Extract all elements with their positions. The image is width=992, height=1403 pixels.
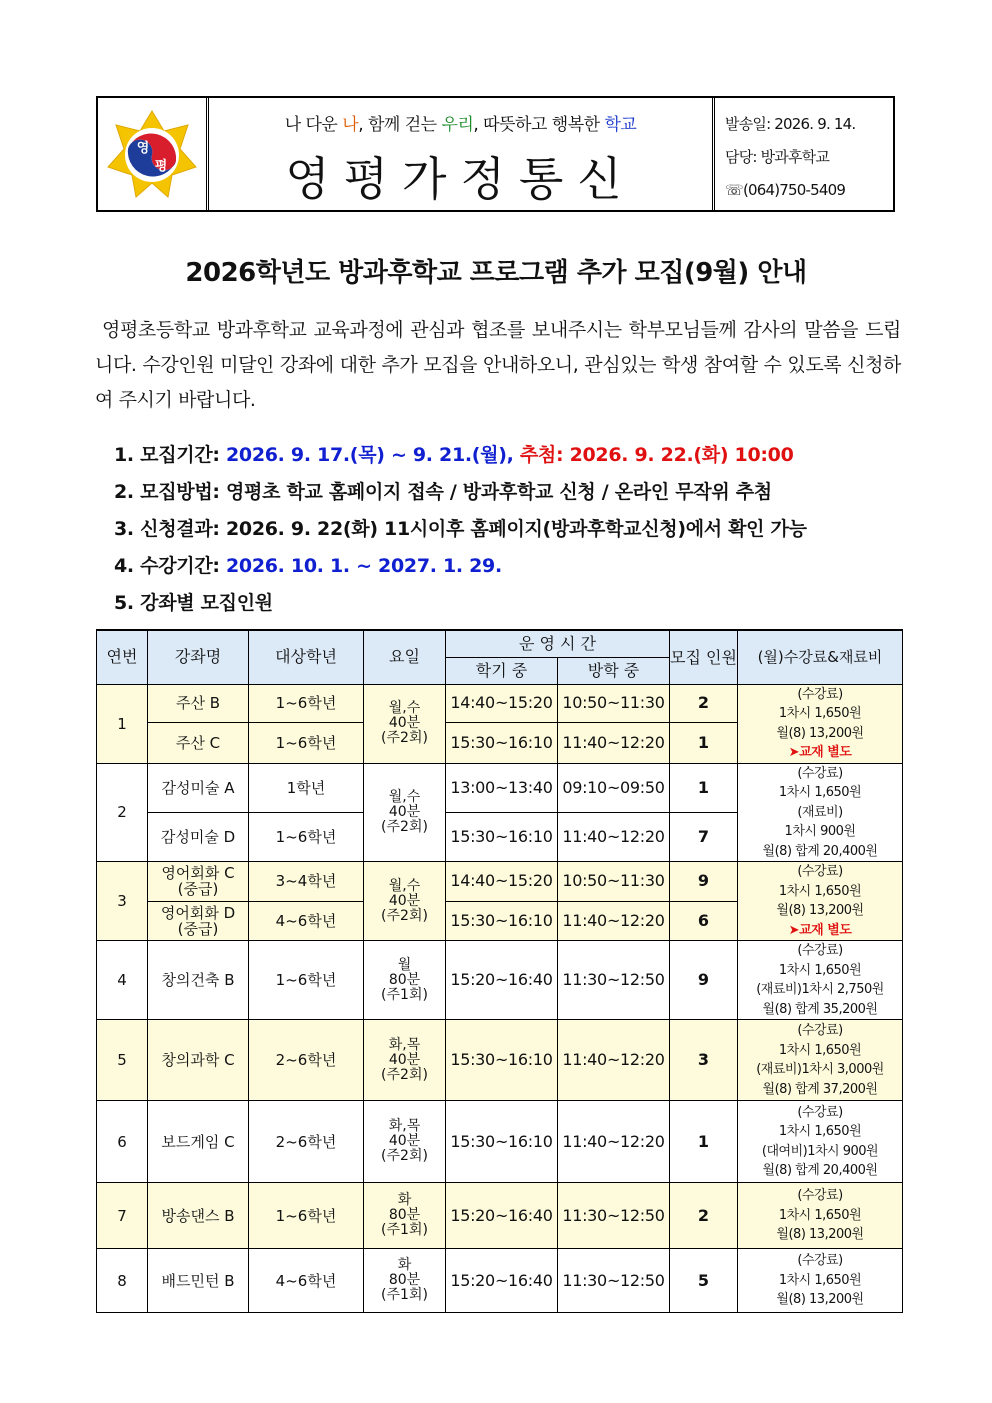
class-day-line: (주2회) <box>381 1148 428 1164</box>
header-course: 강좌명 <box>148 630 249 684</box>
course-table <box>96 629 903 1313</box>
course-name-line: 주산 B <box>175 694 221 713</box>
course-name <box>148 862 249 902</box>
phone-number: ☏(064)750-5409 <box>725 181 846 199</box>
target-grade: 1~6학년 <box>249 723 364 763</box>
school-logo-cell <box>98 98 209 210</box>
semester-time: 15:30~16:10 <box>446 1101 558 1183</box>
course-name-line: 보드게임 C <box>161 1132 235 1151</box>
target-grade: 1~6학년 <box>249 941 364 1020</box>
recruit-count: 9 <box>670 941 738 1020</box>
semester-time: 15:30~16:10 <box>446 813 558 862</box>
info-item-method: 2. 모집방법: 영평초 학교 홈페이지 접속 / 방과후학교 신청 / 온라인 무작위 추첨 <box>114 481 772 503</box>
fee-line: 1차시 900원 <box>784 824 856 839</box>
header-day: 요일 <box>364 630 446 684</box>
course-name <box>148 813 249 862</box>
class-day <box>364 1101 446 1183</box>
class-day <box>364 763 446 862</box>
class-day <box>364 862 446 941</box>
document-title: 2026학년도 방과후학교 프로그램 추가 모집(9월) 안내 <box>185 258 807 288</box>
semester-time: 15:30~16:10 <box>446 723 558 763</box>
fee-line: 월(8) 13,200원 <box>776 903 864 918</box>
class-day-line: 40분 <box>388 803 421 820</box>
table-row <box>97 862 903 902</box>
info-item-period <box>114 437 904 474</box>
semester-time: 13:00~13:40 <box>446 763 558 813</box>
fee-line: 월(8) 13,200원 <box>776 725 864 741</box>
recruit-count: 6 <box>670 901 738 941</box>
info-item-capacity: 5. 강좌별 모집인원 <box>114 592 273 614</box>
target-grade: 2~6학년 <box>249 1101 364 1183</box>
course-name-line: 영어회화 C <box>161 864 235 883</box>
motto-part: , 따뜻하고 행복한 <box>473 115 605 135</box>
motto-part: 나 다운 <box>284 115 343 135</box>
recruit-count: 5 <box>670 1249 738 1313</box>
semester-time: 15:20~16:40 <box>446 1249 558 1313</box>
semester-time: 15:30~16:10 <box>446 1020 558 1101</box>
course-name <box>148 1183 249 1249</box>
fee-info <box>738 1020 903 1101</box>
class-day-line: (주2회) <box>381 907 428 924</box>
lottery-date: 추첨: 2026. 9. 22.(화) 10:00 <box>519 444 794 466</box>
header-no: 연번 <box>97 630 148 684</box>
intro-paragraph <box>95 313 901 418</box>
course-period: 2026. 10. 1. ~ 2027. 1. 29. <box>225 555 502 577</box>
semester-time: 15:30~16:10 <box>446 901 558 941</box>
fee-line: (재료비)1차시 3,000원 <box>756 1062 884 1077</box>
course-name-line: (중급) <box>177 880 219 899</box>
class-day-line: (주2회) <box>381 818 428 835</box>
fee-line: (수강료) <box>797 686 843 702</box>
table-row <box>97 1183 903 1249</box>
textbook-note: ➤교재 별도 <box>788 922 852 938</box>
course-name-line: 감성미술 A <box>161 778 235 797</box>
target-grade: 1학년 <box>249 763 364 813</box>
contact-person: 담당: 방과후학교 <box>725 148 830 166</box>
fee-info <box>738 1249 903 1313</box>
target-grade: 2~6학년 <box>249 1020 364 1101</box>
table-row <box>97 941 903 1020</box>
class-day-line: (주2회) <box>381 1066 428 1083</box>
class-day-line: (주1회) <box>381 1287 428 1303</box>
course-name <box>148 723 249 763</box>
motto-highlight-me: 나 <box>342 115 359 135</box>
class-day-line: (주1회) <box>381 1222 428 1238</box>
fee-line: 월(8) 합계 37,200원 <box>762 1081 878 1097</box>
vacation-time: 11:40~12:20 <box>558 1101 670 1183</box>
fee-line: 1차시 1,650원 <box>778 1272 862 1288</box>
semester-time: 14:40~15:20 <box>446 684 558 723</box>
fee-line: 1차시 1,650원 <box>778 1042 862 1058</box>
sent-date: 발송일: 2026. 9. 14. <box>725 115 856 133</box>
fee-line: 월(8) 13,200원 <box>776 1292 864 1308</box>
fee-info <box>738 684 903 763</box>
class-day-line: 40분 <box>388 892 421 909</box>
fee-info <box>738 941 903 1020</box>
class-day-line: 화,목 <box>388 1118 421 1134</box>
recruit-period: 2026. 9. 17.(목) ~ 9. 21.(월), <box>225 444 520 466</box>
row-number: 6 <box>97 1101 148 1183</box>
table-row <box>97 684 903 723</box>
recruit-count: 1 <box>670 1101 738 1183</box>
target-grade: 1~6학년 <box>249 1183 364 1249</box>
semester-time: 15:20~16:40 <box>446 1183 558 1249</box>
row-number: 8 <box>97 1249 148 1313</box>
class-day-line: (주2회) <box>381 730 428 746</box>
table-row <box>97 1101 903 1183</box>
class-day <box>364 1020 446 1101</box>
row-number: 5 <box>97 1020 148 1101</box>
class-day-line: 월,수 <box>388 700 421 716</box>
class-day-line: 월 <box>397 956 412 973</box>
fee-info <box>738 763 903 862</box>
fee-line: (재료비) <box>797 804 843 820</box>
fee-line: (수강료) <box>797 765 843 781</box>
course-name <box>148 684 249 723</box>
fee-line: 월(8) 합계 20,400원 <box>762 1163 878 1178</box>
recruit-count: 2 <box>670 684 738 723</box>
info-list <box>114 437 904 622</box>
fee-info <box>738 862 903 941</box>
newsletter-title-cell <box>209 98 715 210</box>
class-day-line: 월,수 <box>388 788 421 805</box>
info-item-result: 3. 신청결과: 2026. 9. 22(화) 11시이후 홈페이지(방과후학교신청)에서 확인 가능 <box>114 518 807 540</box>
motto-highlight-us: 우리 <box>441 115 474 135</box>
course-name <box>148 1101 249 1183</box>
class-day-line: 40분 <box>388 715 421 731</box>
fee-line: 1차시 1,650원 <box>778 883 862 899</box>
row-number: 3 <box>97 862 148 941</box>
class-day <box>364 941 446 1020</box>
course-name-line: 방송댄스 B <box>161 1206 235 1225</box>
class-day <box>364 1183 446 1249</box>
vacation-time: 11:30~12:50 <box>558 941 670 1020</box>
fee-line: 월(8) 합계 35,200원 <box>762 1001 878 1017</box>
course-name <box>148 941 249 1020</box>
fee-line: (수강료) <box>797 1253 843 1269</box>
target-grade: 4~6학년 <box>249 901 364 941</box>
fee-line: 1차시 1,650원 <box>778 1124 862 1139</box>
textbook-note: ➤교재 별도 <box>788 745 852 760</box>
fee-line: 월(8) 13,200원 <box>776 1227 864 1243</box>
class-day-line: 화 <box>397 1192 412 1208</box>
info-item-course-period <box>114 548 904 585</box>
target-grade: 1~6학년 <box>249 684 364 723</box>
recruit-count: 3 <box>670 1020 738 1101</box>
course-name-line: 주산 C <box>175 733 221 752</box>
target-grade: 4~6학년 <box>249 1249 364 1313</box>
class-day-line: 화 <box>397 1257 412 1273</box>
fee-line: (수강료) <box>797 1104 843 1120</box>
table-row <box>97 763 903 813</box>
fee-line: 1차시 1,650원 <box>778 785 862 800</box>
course-name-line: 영어회화 D <box>160 903 236 922</box>
vacation-time: 09:10~09:50 <box>558 763 670 813</box>
school-motto <box>209 110 712 135</box>
class-day-line: 40분 <box>388 1051 421 1068</box>
vacation-time: 11:40~12:20 <box>558 813 670 862</box>
fee-line: (수강료) <box>797 1023 843 1038</box>
newsletter-info <box>715 98 893 210</box>
fee-line: (수강료) <box>797 864 843 879</box>
course-name-line: 감성미술 D <box>160 828 236 847</box>
semester-time: 15:20~16:40 <box>446 941 558 1020</box>
semester-time: 14:40~15:20 <box>446 862 558 902</box>
header-operating: 운 영 시 간 <box>446 630 670 657</box>
class-day <box>364 684 446 763</box>
fee-line: (수강료) <box>797 943 843 958</box>
header-semester: 학기 중 <box>446 657 558 684</box>
intro-text: 영평초등학교 방과후학교 교육과정에 관심과 협조를 보내주시는 학부모님들께 감사의 말씀을 드립니다. 수강인원 미달인 강좌에 대한 추가 모집을 안내하오니, 관심있는 학생 참여할 수 있도록 신청하여 주시기 바랍니다. <box>95 319 902 411</box>
course-name-line: 배드민턴 B <box>161 1271 235 1290</box>
row-number: 4 <box>97 941 148 1020</box>
fee-line: 1차시 1,650원 <box>778 1207 862 1223</box>
recruit-count: 1 <box>670 763 738 813</box>
fee-info <box>738 1183 903 1249</box>
recruit-count: 2 <box>670 1183 738 1249</box>
course-name <box>148 763 249 813</box>
vacation-time: 11:30~12:50 <box>558 1183 670 1249</box>
header-count: 모집 인원 <box>670 630 738 684</box>
school-emblem-icon <box>104 106 200 202</box>
course-name <box>148 1249 249 1313</box>
course-name-line: (중급) <box>177 919 219 938</box>
row-number: 7 <box>97 1183 148 1249</box>
vacation-time: 11:40~12:20 <box>558 1020 670 1101</box>
class-day <box>364 1249 446 1313</box>
class-day-line: 40분 <box>388 1133 421 1149</box>
class-day-line: (주1회) <box>381 986 428 1003</box>
table-row <box>97 1020 903 1101</box>
recruit-count: 9 <box>670 862 738 902</box>
item-label: 4. 수강기간: <box>114 555 226 577</box>
course-table-body <box>97 684 903 1313</box>
motto-part: , 함께 걷는 <box>358 115 442 135</box>
header-grade: 대상학년 <box>249 630 364 684</box>
course-name <box>148 1020 249 1101</box>
course-name <box>148 901 249 941</box>
newsletter-header <box>96 96 895 212</box>
vacation-time: 10:50~11:30 <box>558 862 670 902</box>
fee-line: (대여비)1차시 900원 <box>761 1143 879 1159</box>
target-grade: 3~4학년 <box>249 862 364 902</box>
row-number: 2 <box>97 763 148 862</box>
class-day-line: 80분 <box>388 1207 421 1223</box>
course-name-line: 창의과학 C <box>161 1051 235 1069</box>
table-row <box>97 1249 903 1313</box>
target-grade: 1~6학년 <box>249 813 364 862</box>
class-day-line: 화,목 <box>388 1036 421 1053</box>
motto-highlight-school: 학교 <box>604 115 637 135</box>
recruit-count: 7 <box>670 813 738 862</box>
fee-line: (수강료) <box>797 1188 843 1204</box>
fee-line: 1차시 1,650원 <box>778 706 862 721</box>
class-day-line: 80분 <box>388 971 421 988</box>
logo-char-1: 영 <box>136 141 150 156</box>
fee-line: 1차시 1,650원 <box>778 962 862 978</box>
vacation-time: 11:40~12:20 <box>558 901 670 941</box>
fee-info <box>738 1101 903 1183</box>
class-day-line: 월,수 <box>388 877 421 894</box>
class-day-line: 80분 <box>388 1272 421 1288</box>
newsletter-title: 영평가정통신 <box>285 152 636 206</box>
header-vacation: 방학 중 <box>558 657 670 684</box>
header-fee: (월)수강료&재료비 <box>738 630 903 684</box>
fee-line: (재료비)1차시 2,750원 <box>756 982 884 997</box>
fee-line: 월(8) 합계 20,400원 <box>762 843 878 859</box>
recruit-count: 1 <box>670 723 738 763</box>
row-number: 1 <box>97 684 148 763</box>
vacation-time: 11:40~12:20 <box>558 723 670 763</box>
vacation-time: 11:30~12:50 <box>558 1249 670 1313</box>
course-name-line: 창의건축 B <box>161 971 235 989</box>
logo-char-2: 평 <box>154 159 168 174</box>
item-label: 1. 모집기간: <box>114 444 226 466</box>
vacation-time: 10:50~11:30 <box>558 684 670 723</box>
